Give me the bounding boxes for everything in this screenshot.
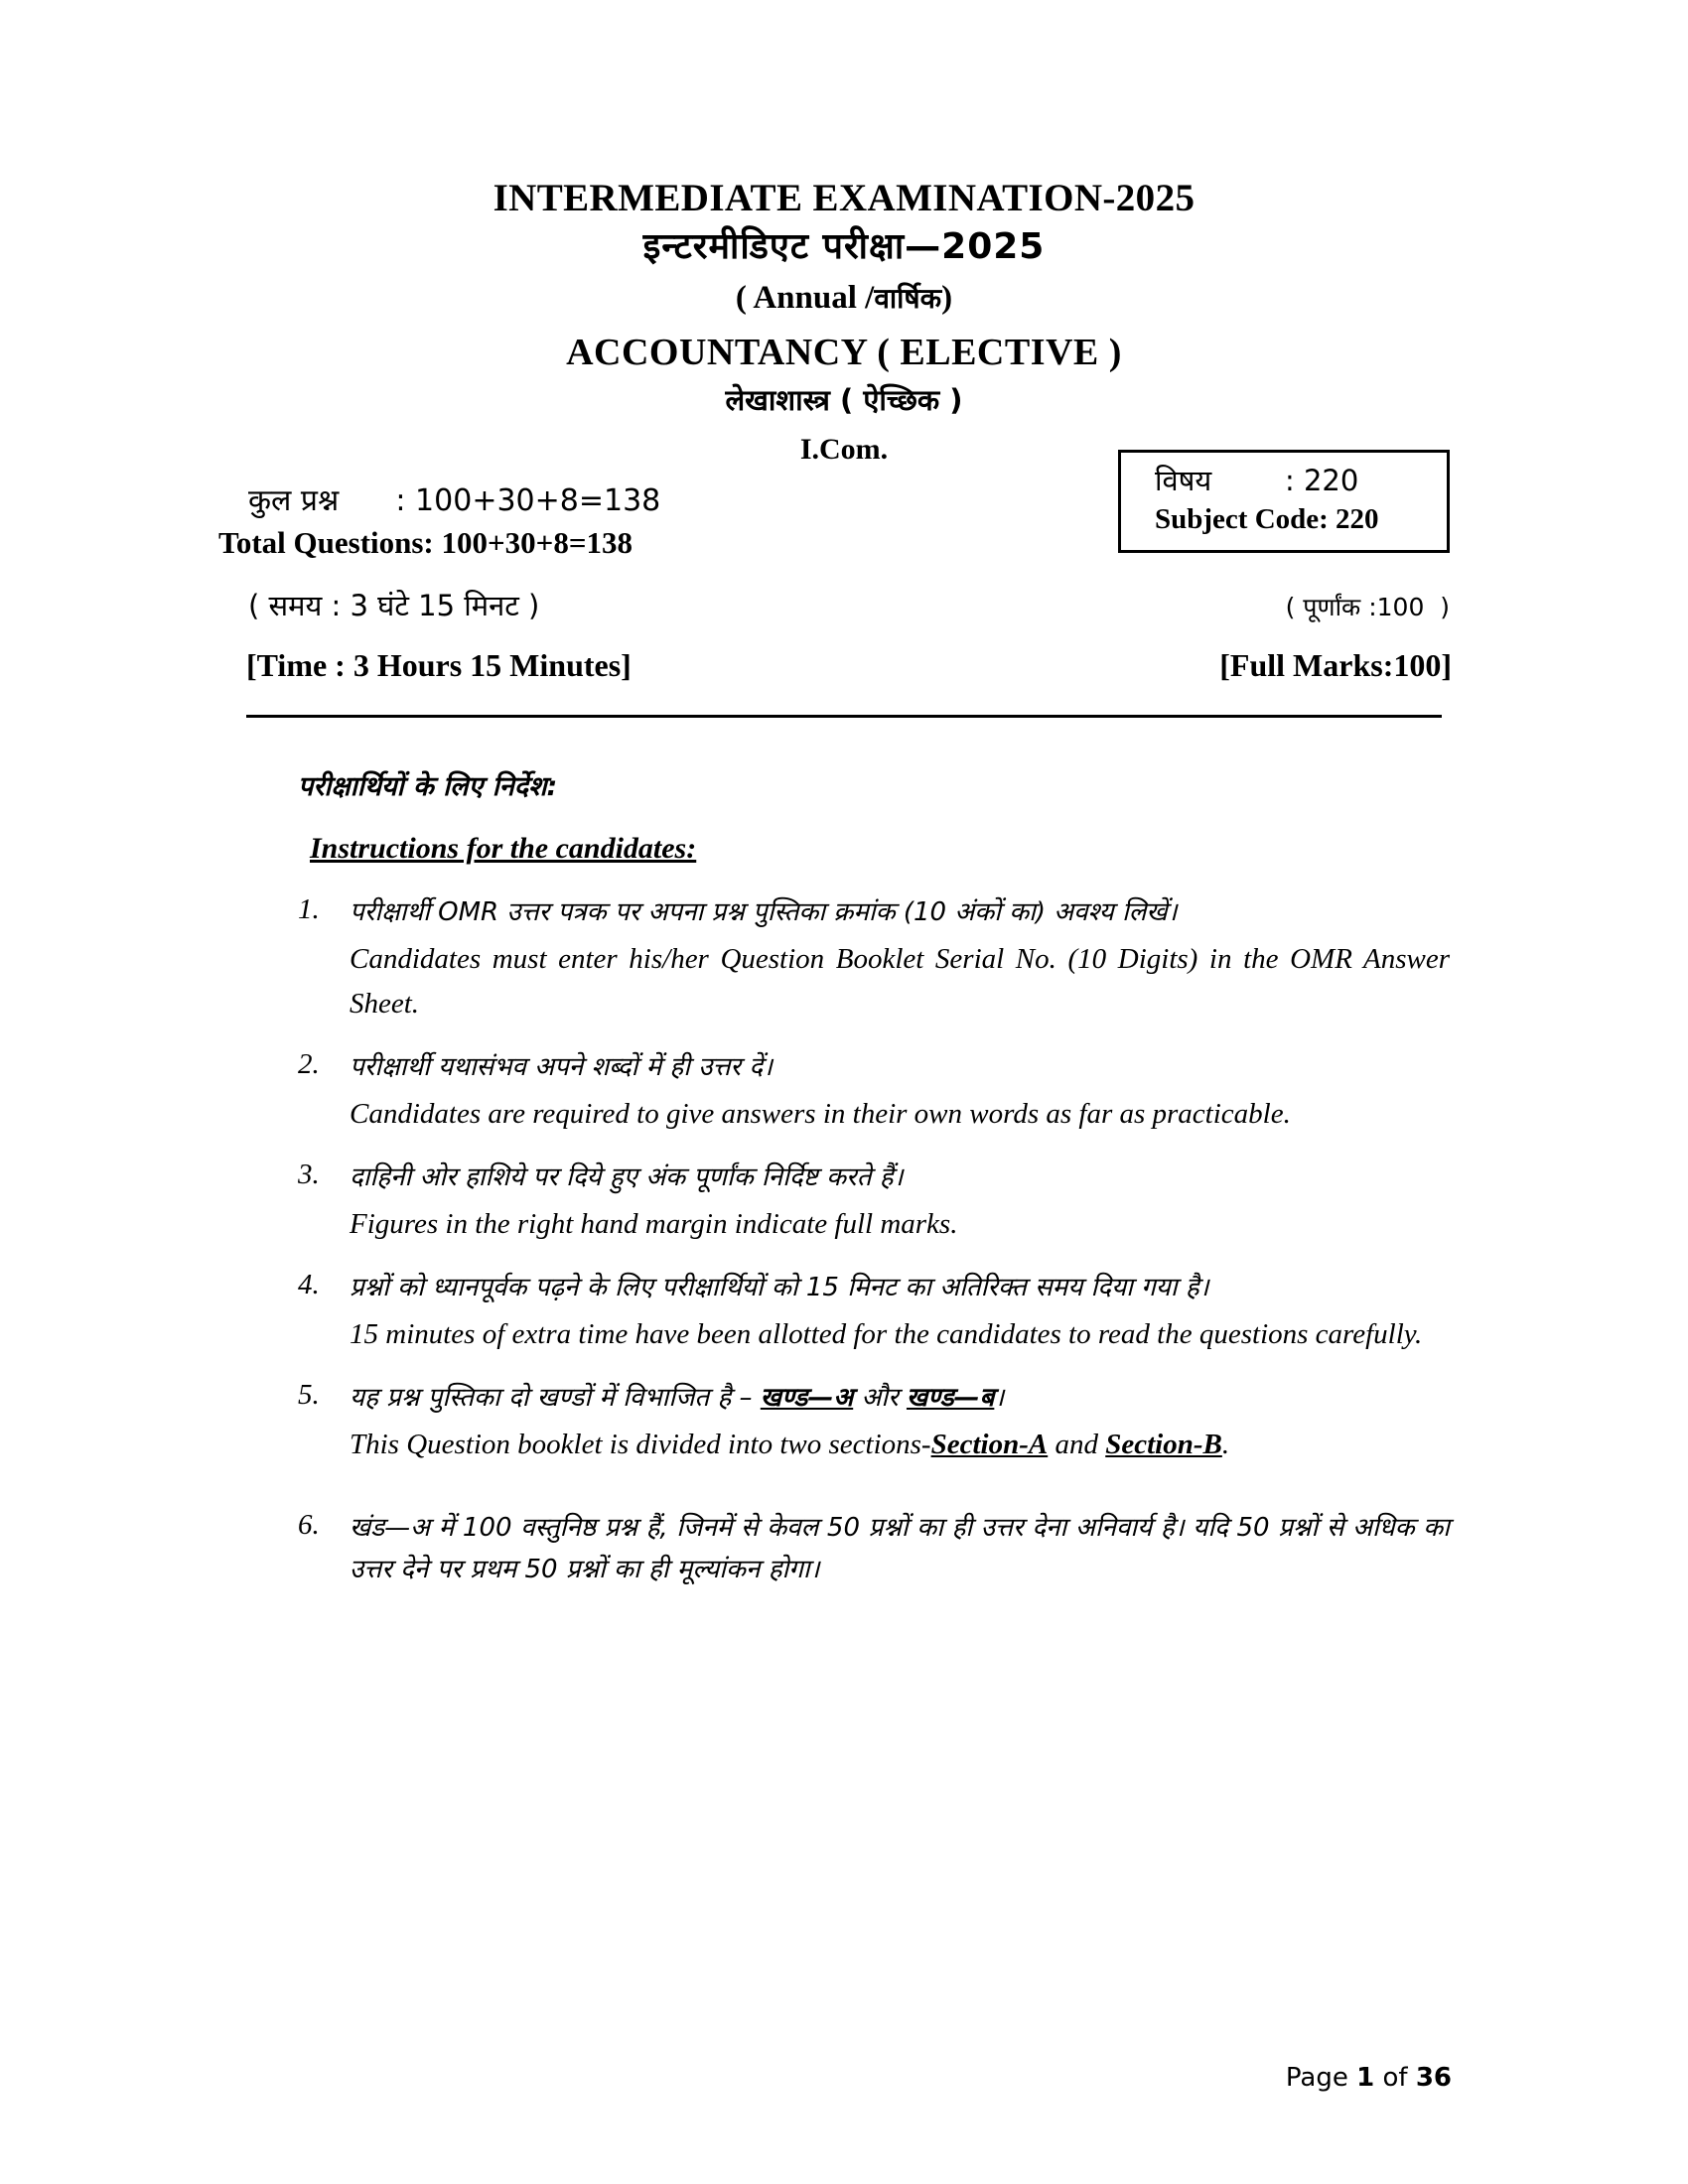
time-marks-hindi-row bbox=[0, 586, 1688, 641]
exam-title-hindi: इन्टरमीडिएट परीक्षा—2025 bbox=[642, 225, 1046, 267]
page-label-prefix: Page bbox=[1285, 2063, 1357, 2093]
time-marks-english-row bbox=[0, 647, 1688, 699]
instruction-item-5 bbox=[298, 1377, 1450, 1467]
instruction-text-hindi: खंड—अ में 100 वस्तुनिष्ठ प्रश्न हैं, जिनमें से केवल 50 प्रश्नों का ही उत्तर देना अनिवार्य है। यदि 50 प्रश्नों से अधिक का उत्तर देने पर प्रथम 50 प्रश्नों का ही मूल्यांकन होगा। bbox=[350, 1512, 1450, 1584]
instruction-5-hindi-post: । bbox=[994, 1382, 1005, 1413]
page-header bbox=[0, 0, 1688, 468]
instruction-5-hindi-mid: और bbox=[853, 1382, 907, 1413]
instruction-number: 1. bbox=[298, 892, 320, 925]
instruction-text-english bbox=[350, 1423, 1450, 1467]
total-questions-hindi: कुल प्रश्न : 100+30+8=138 bbox=[248, 482, 661, 518]
instruction-5-english-mid: and bbox=[1048, 1428, 1106, 1460]
instruction-number: 4. bbox=[298, 1268, 320, 1300]
time-english: [Time : 3 Hours 15 Minutes] bbox=[246, 646, 632, 683]
exam-title-english: INTERMEDIATE EXAMINATION-2025 bbox=[492, 177, 1196, 219]
subject-code-box bbox=[1118, 450, 1450, 553]
instruction-text-hindi: दाहिनी ओर हाशिये पर दिये हुए अंक पूर्णांक निर्दिष्ट करते हैं। bbox=[350, 1161, 904, 1192]
total-questions-english: Total Questions: 100+30+8=138 bbox=[218, 525, 633, 561]
instruction-text-english: Candidates must enter his/her Question Booklet Serial No. (10 Digits) in the OMR Answer Sheet. bbox=[350, 942, 1450, 1020]
instruction-5-section-a: Section-A bbox=[930, 1428, 1049, 1460]
instructions-heading-english: Instructions for the candidates: bbox=[310, 831, 697, 865]
exam-session-hindi: वार्षिक bbox=[874, 281, 942, 315]
instruction-text-hindi: प्रश्नों को ध्यानपूर्वक पढ़ने के लिए परीक्षार्थियों को 15 मिनट का अतिरिक्त समय दिया गया है। bbox=[350, 1272, 1209, 1302]
instruction-number: 2. bbox=[298, 1047, 320, 1080]
instruction-item-1 bbox=[298, 891, 1450, 1026]
instruction-number: 6. bbox=[298, 1508, 320, 1541]
instruction-5-section-b: Section-B bbox=[1105, 1428, 1222, 1460]
exam-session-english: ( Annual / bbox=[735, 279, 875, 316]
instructions-list bbox=[298, 891, 1450, 1590]
subject-title-hindi: लेखाशास्त्र ( ऐच्छिक ) bbox=[725, 382, 963, 417]
instruction-5-english-post: . bbox=[1221, 1428, 1230, 1460]
exam-meta-block bbox=[0, 463, 1688, 564]
page-current-number: 1 bbox=[1356, 2063, 1375, 2093]
instruction-text-hindi: परीक्षार्थी OMR उत्तर पत्रक पर अपना प्रश्न पुस्तिका क्रमांक (10 अंकों का) अवश्य लिखें। bbox=[350, 896, 1178, 927]
total-questions-group bbox=[218, 481, 661, 564]
instruction-number: 5. bbox=[298, 1378, 320, 1411]
instruction-number: 3. bbox=[298, 1158, 320, 1190]
instruction-text-hindi bbox=[350, 1377, 1450, 1419]
subject-code-hindi: विषय : 220 bbox=[1155, 463, 1359, 497]
instructions-heading-hindi: परीक्षार्थियों के लिए निर्देश: bbox=[298, 770, 558, 802]
instruction-item-6 bbox=[298, 1507, 1450, 1590]
exam-session-close-paren: ) bbox=[941, 279, 953, 316]
instruction-item-2 bbox=[298, 1046, 1450, 1137]
instruction-item-3 bbox=[298, 1157, 1450, 1247]
full-marks-english: [Full Marks:100] bbox=[1219, 646, 1452, 683]
course-level: I.Com. bbox=[799, 432, 889, 466]
subject-title-english: ACCOUNTANCY ( ELECTIVE ) bbox=[566, 332, 1122, 374]
instruction-text-hindi: परीक्षार्थी यथासंभव अपने शब्दों में ही उत्तर दें। bbox=[350, 1051, 773, 1082]
full-marks-hindi: ( पूर्णांक :100 ) bbox=[1285, 592, 1450, 621]
page-footer bbox=[1286, 2063, 1452, 2093]
header-divider bbox=[246, 715, 1442, 718]
instruction-text-english: 15 minutes of extra time have been allotted for the candidates to read the questions carefully. bbox=[350, 1317, 1423, 1350]
instruction-5-hindi-section-a: खण्ड—अ bbox=[760, 1382, 854, 1413]
page-label-mid: of bbox=[1374, 2063, 1416, 2093]
instruction-text-english: Figures in the right hand margin indicate full marks. bbox=[350, 1207, 958, 1240]
instruction-5-hindi-section-b: खण्ड—ब bbox=[906, 1382, 995, 1413]
instruction-5-english-pre: This Question booklet is divided into two sections- bbox=[350, 1428, 931, 1460]
exam-session-line bbox=[0, 279, 1688, 319]
instruction-text-english: Candidates are required to give answers in their own words as far as practicable. bbox=[350, 1097, 1291, 1130]
instructions-section bbox=[298, 769, 1450, 1590]
subject-code-english: Subject Code: 220 bbox=[1155, 503, 1379, 536]
time-hindi: ( समय : 3 घंटे 15 मिनट ) bbox=[248, 588, 540, 622]
page-total-number: 36 bbox=[1415, 2063, 1452, 2093]
instruction-5-hindi-pre: यह प्रश्न पुस्तिका दो खण्डों में विभाजित है – bbox=[350, 1382, 761, 1413]
instruction-item-4 bbox=[298, 1267, 1450, 1357]
